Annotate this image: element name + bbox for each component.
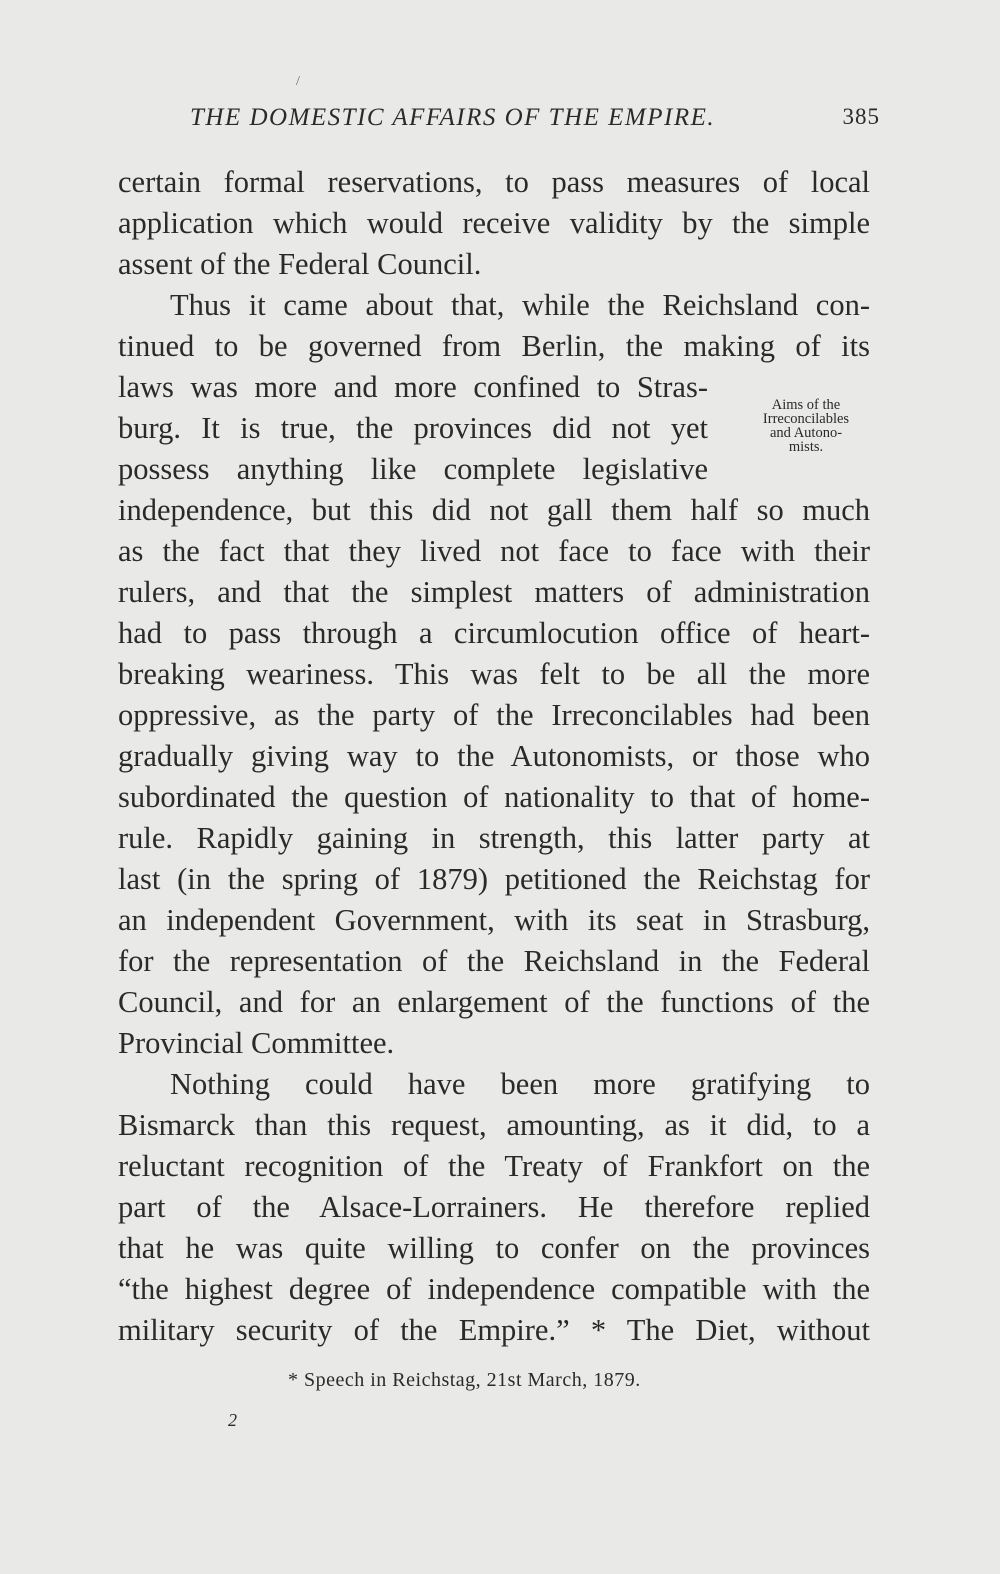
body-line: an independent Government, with its seat in Strasburg, <box>118 903 870 937</box>
sidenote-line: and Autono- <box>769 425 843 441</box>
running-header <box>190 104 880 132</box>
body-line: rule. Rapidly gaining in strength, this latter party at <box>118 821 870 855</box>
body-line: assent of the Federal Council. <box>118 247 482 281</box>
body-line: Bismarck than this request, amounting, as it did, to a <box>118 1108 870 1142</box>
body-line: Nothing could have been more gratifying to <box>170 1067 870 1101</box>
body-line: that he was quite willing to confer on the provinces <box>118 1231 870 1265</box>
pencil-tick: / <box>296 74 300 89</box>
body-line: possess anything like complete legislative <box>118 452 708 486</box>
sidenote-line: mists. <box>788 439 824 455</box>
body-line: Provincial Committee. <box>118 1026 395 1060</box>
body-line: tinued to be governed from Berlin, the making of its <box>118 329 870 363</box>
body-line: breaking weariness. This was felt to be all the more <box>118 657 870 691</box>
body-line: application which would receive validity by the simple <box>118 206 870 240</box>
body-line: Council, and for an enlargement of the functions of the <box>118 985 870 1019</box>
running-title: THE DOMESTIC AFFAIRS OF THE EMPIRE. <box>190 104 716 131</box>
sidenote-line: Aims of the <box>771 397 841 413</box>
body-line: oppressive, as the party of the Irreconcilables had been <box>118 698 870 732</box>
body-line: independence, but this did not gall them half so much <box>118 493 870 527</box>
body-line: for the representation of the Reichsland in the Federal <box>118 944 870 978</box>
body-line: rulers, and that the simplest matters of administration <box>118 575 870 609</box>
signature-mark: 2 <box>228 1410 237 1430</box>
body-line: subordinated the question of nationality to that of home- <box>118 780 870 814</box>
sidenote-line: Irreconcilables <box>762 411 850 427</box>
body-line: “the highest degree of independence compatible with the <box>118 1272 870 1306</box>
body-line: Thus it came about that, while the Reichsland con- <box>170 288 870 322</box>
body-line: laws was more and more confined to Stras- <box>118 370 708 404</box>
body-line: burg. It is true, the provinces did not yet <box>118 411 708 445</box>
body-line: gradually giving way to the Autonomists, or those who <box>118 739 870 773</box>
body-line: as the fact that they lived not face to face with their <box>118 534 870 568</box>
body-line: military security of the Empire.” * The Diet, without <box>118 1313 870 1347</box>
body-line: part of the Alsace-Lorrainers. He therefore replied <box>118 1190 870 1224</box>
body-line: reluctant recognition of the Treaty of Frankfort on the <box>118 1149 870 1183</box>
body-line: had to pass through a circumlocution office of heart- <box>118 616 870 650</box>
margin-sidenote <box>736 398 876 454</box>
footnote: * Speech in Reichstag, 21st March, 1879. <box>288 1369 641 1391</box>
body-line: certain formal reservations, to pass measures of local <box>118 165 870 199</box>
page-number: 385 <box>842 104 880 129</box>
body-line: last (in the spring of 1879) petitioned the Reichstag for <box>118 862 870 896</box>
